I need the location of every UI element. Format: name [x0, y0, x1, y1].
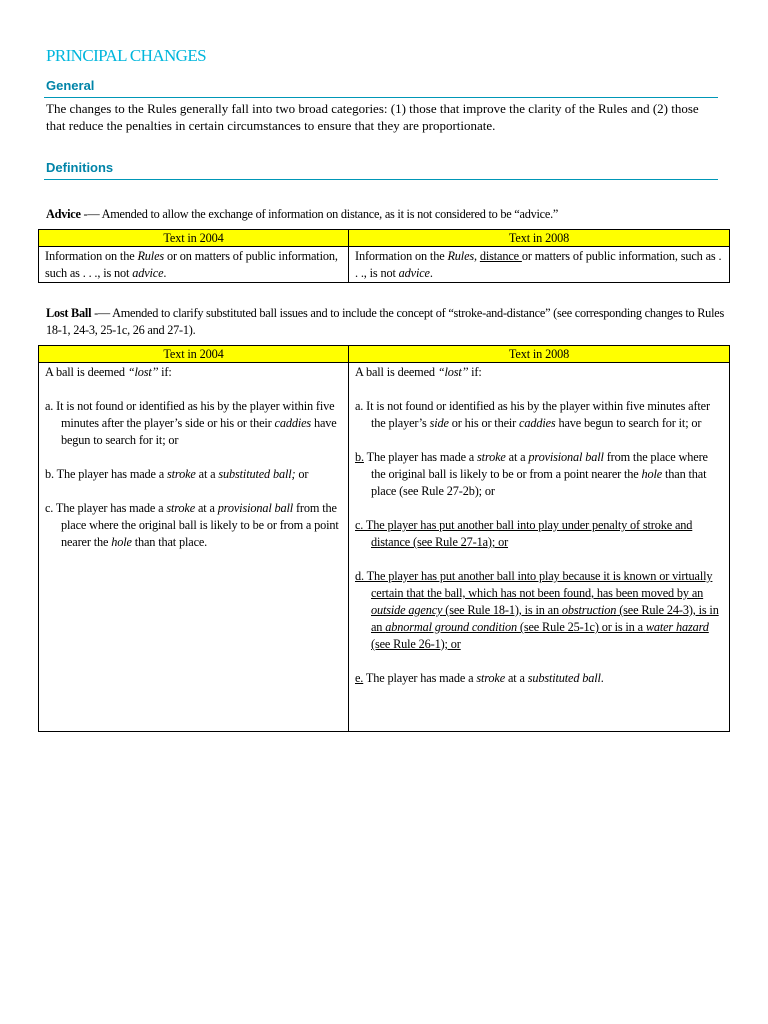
- lost-ball-table-header: [39, 346, 730, 363]
- lost-2004-item-c: c. The player has made a stroke at a provisional ball from the place where the original ball is likely to be or from a point nearer the hole than that place.: [45, 501, 339, 549]
- lost-ball-description: -— Amended to clarify substituted ball issues and to include the concept of “stroke-and-distance” (see corresponding changes to Rules 18-1, 24-3, 25-1c, 26 and 27-1).: [46, 306, 724, 337]
- advice-description: -— Amended to allow the exchange of information on distance, as it is not considered to be “advice.”: [80, 207, 559, 221]
- lost-2004-item-a: a. It is not found or identified as his by the player within five minutes after the player’s side or his or their caddies have begun to search for it; or: [45, 399, 337, 447]
- advice-text-2004: Information on the Rules or on matters of public information, such as . . ., is not advice.: [39, 247, 349, 283]
- advice-table-header: [39, 230, 730, 247]
- lost-2008-intro: A ball is deemed “lost’’ if:: [355, 365, 482, 379]
- advice-col-2008: Text in 2008: [349, 230, 730, 247]
- definitions-heading: Definitions: [46, 160, 114, 175]
- advice-col-2004: Text in 2004: [39, 230, 349, 247]
- lost-ball-term: Lost Ball: [46, 306, 92, 320]
- general-heading: General: [46, 78, 95, 93]
- lost-2008-item-b: b. The player has made a stroke at a provisional ball from the place where the original ball is likely to be or from a point nearer the hole than that place (see Rule 27-2b); or: [355, 450, 708, 498]
- lost-ball-table-row: [39, 363, 730, 732]
- lost-ball-text-2008: [349, 363, 730, 732]
- advice-intro: [46, 206, 726, 223]
- lost-ball-col-2008: Text in 2008: [349, 346, 730, 363]
- page-title: PRINCIPAL CHANGES: [46, 46, 206, 65]
- lost-ball-col-2004: Text in 2004: [39, 346, 349, 363]
- advice-table-row: [39, 247, 730, 283]
- definitions-divider: [44, 179, 718, 180]
- lost-2008-item-a: a. It is not found or identified as his by the player within five minutes after the player’s side or his or their caddies have begun to search for it; or: [355, 399, 710, 430]
- advice-text-2008: Information on the Rules, distance or matters of public information, such as . . ., is not advice.: [349, 247, 730, 283]
- general-divider: [44, 97, 718, 98]
- lost-2008-item-d: d. The player has put another ball into play because it is known or virtually certain that the ball, which has not been found, has been moved by an outside agency (see Rule 18-1), is in an obstruction (see Rule 24-3), is in an abnormal ground condition (see Rule 25-1c) or is in a water hazard (see Rule 26-1); or: [355, 569, 719, 651]
- lost-2008-item-c: c. The player has put another ball into play under penalty of stroke and distance (see Rule 27-1a); or: [355, 518, 693, 549]
- lost-ball-text-2004: [39, 363, 349, 732]
- advice-term: Advice: [46, 207, 81, 221]
- general-paragraph: The changes to the Rules generally fall into two broad categories: (1) those that improve the clarity of the Rules and (2) those that reduce the penalties in certain circumstances to ensure that they are proportionate.: [46, 101, 699, 133]
- lost-ball-table: [38, 345, 730, 732]
- advice-table: [38, 229, 730, 283]
- lost-ball-intro: [46, 305, 726, 339]
- lost-2004-item-b: b. The player has made a stroke at a substituted ball; or: [45, 467, 309, 481]
- lost-2008-item-e: e. The player has made a stroke at a substituted ball.: [355, 671, 604, 685]
- lost-2004-intro: A ball is deemed “lost’’ if:: [45, 365, 172, 379]
